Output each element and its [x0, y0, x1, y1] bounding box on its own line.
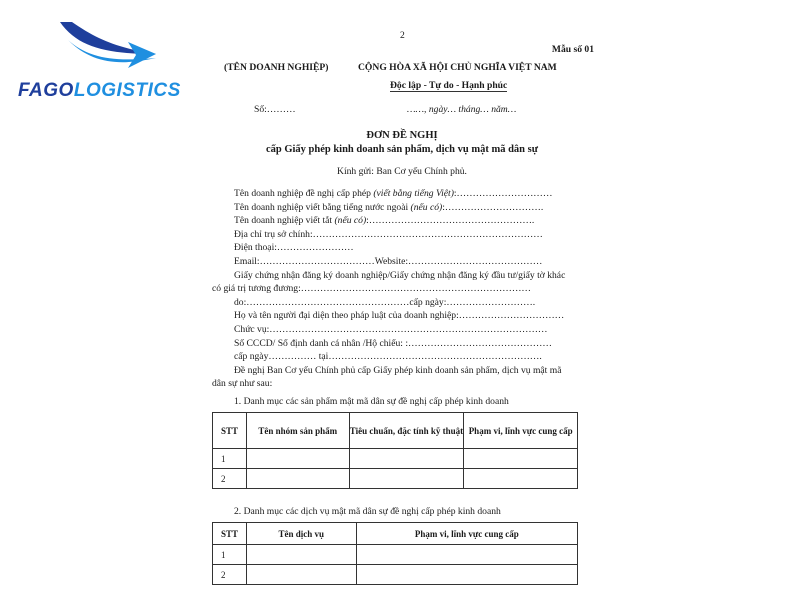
form-field-line	[234, 338, 552, 349]
form-field-line	[234, 242, 354, 253]
field-note: (viết bằng tiếng Việt)	[373, 188, 454, 199]
field-note: (nếu có)	[410, 201, 443, 213]
field-text: Tên doanh nghiệp đề nghị cấp phép	[234, 188, 374, 199]
page-number: 2	[400, 30, 405, 41]
table-cell	[246, 469, 349, 489]
section2-heading: 2. Danh mục các dịch vụ mật mã dân sự đề nghị cấp phép kinh doanh	[234, 506, 501, 517]
form-title: ĐƠN ĐỀ NGHỊ	[366, 130, 438, 141]
field-text: :………………………….	[442, 201, 544, 213]
row-number: 1	[213, 545, 247, 565]
field-text: Đề nghị Ban Cơ yếu Chính phủ cấp Giấy phép kinh doanh sản phẩm, dịch vụ mật mã	[234, 364, 562, 376]
table-header: STT	[213, 413, 247, 449]
field-text: Điện thoại:……………………	[234, 242, 354, 254]
logo-wordmark: FAGOLOGISTICS	[18, 80, 181, 101]
row-number: 1	[213, 449, 247, 469]
form-field-line	[234, 188, 553, 199]
table-header: Phạm vi, lĩnh vực cung cấp	[356, 523, 577, 545]
table-header: Tiêu chuẩn, đặc tính kỹ thuật	[349, 413, 464, 449]
table-cell	[349, 469, 464, 489]
form-field-line	[234, 270, 565, 281]
table-header: STT	[213, 523, 247, 545]
form-field-line	[212, 283, 531, 294]
table-header: Tên nhóm sản phẩm	[246, 413, 349, 449]
products-table	[212, 412, 578, 489]
row-number: 2	[213, 565, 247, 585]
field-text: Email:………………………………Website:……………………………………	[234, 256, 543, 267]
field-note: (nếu có)	[334, 215, 367, 227]
table-row	[213, 469, 578, 489]
services-table	[212, 522, 578, 585]
row-number: 2	[213, 469, 247, 489]
form-field-line	[234, 202, 543, 213]
wing-icon	[58, 18, 158, 76]
addressee: Kính gửi: Ban Cơ yếu Chính phủ.	[337, 166, 467, 177]
field-text: dân sự như sau:	[212, 378, 273, 390]
field-text: Số CCCD/ Số định danh cá nhân /Hộ chiếu: :………………………………………	[234, 337, 552, 349]
form-field-line	[212, 378, 272, 389]
table-cell	[356, 565, 577, 585]
form-field-line	[234, 256, 542, 267]
field-text: Họ và tên người đại diện theo pháp luật của doanh nghiệp:……………………………	[234, 310, 565, 322]
field-text: cấp ngày…………… tại………………………………………………………….	[234, 351, 542, 363]
fagologistics-logo	[18, 18, 208, 118]
form-field-line	[234, 324, 548, 335]
application-form	[212, 0, 592, 600]
field-text: Giấy chứng nhận đăng ký doanh nghiệp/Giấy chứng nhận đăng ký đầu tư/giấy tờ khác	[234, 269, 566, 281]
motto: Độc lập - Tự do - Hạnh phúc	[390, 80, 508, 91]
field-text: có giá trị tương đương:………………………………………………………………	[212, 283, 532, 295]
table-cell	[464, 449, 578, 469]
form-code: Mẫu số 01	[551, 44, 594, 55]
table-header: Phạm vi, lĩnh vực cung cấp	[464, 413, 578, 449]
field-text: :…………………………………………….	[366, 215, 535, 227]
number-label: Số:………	[254, 104, 296, 115]
form-field-line	[234, 310, 564, 321]
field-text: Địa chỉ trụ sở chính:………………………………………………………………	[234, 228, 543, 240]
form-field-line	[234, 351, 542, 362]
table-cell	[356, 545, 577, 565]
table-cell	[349, 449, 464, 469]
form-field-line	[234, 229, 543, 240]
table-cell	[246, 565, 356, 585]
table-cell	[464, 469, 578, 489]
date-line: ……, ngày… tháng… năm…	[407, 104, 517, 115]
nation-heading: CỘNG HÒA XÃ HỘI CHỦ NGHĨA VIỆT NAM	[358, 62, 557, 73]
form-subtitle: cấp Giấy phép kinh doanh sản phẩm, dịch vụ mật mã dân sự	[265, 144, 539, 155]
field-text: do:……………………………………………cấp ngày:……………………….	[234, 296, 536, 308]
field-text: Tên doanh nghiệp viết tắt	[234, 215, 335, 227]
form-field-line	[234, 297, 535, 308]
table-row	[213, 565, 578, 585]
table-cell	[246, 449, 349, 469]
field-text: :…………………………	[453, 188, 553, 199]
table-row	[213, 449, 578, 469]
form-field-line	[234, 215, 534, 226]
company-placeholder: (TÊN DOANH NGHIỆP)	[224, 62, 329, 73]
table-row	[213, 545, 578, 565]
table-cell	[246, 545, 356, 565]
form-field-line	[234, 365, 561, 376]
field-text: Chức vụ:……………………………………………………………………………	[234, 324, 548, 335]
table-header: Tên dịch vụ	[246, 523, 356, 545]
section1-heading: 1. Danh mục các sản phẩm mật mã dân sự đề nghị cấp phép kinh doanh	[234, 396, 509, 407]
field-text: Tên doanh nghiệp viết bằng tiếng nước ngoài	[234, 201, 411, 213]
